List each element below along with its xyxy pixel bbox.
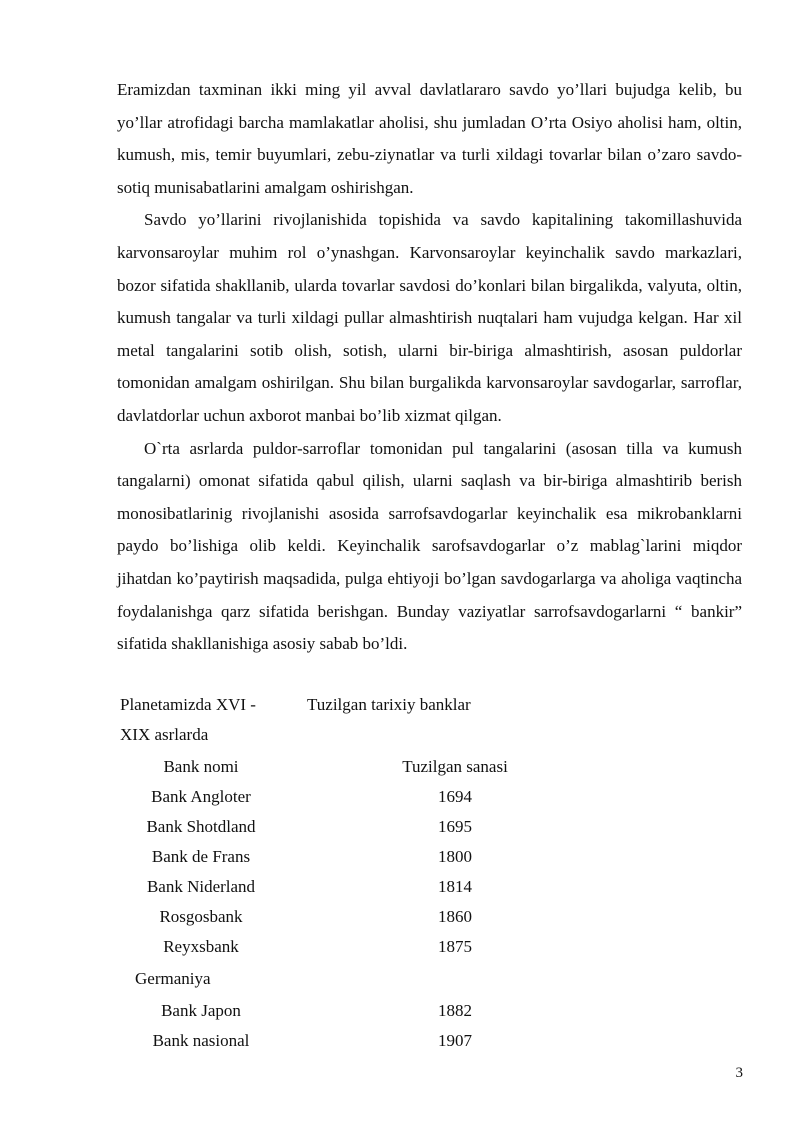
bank-name-cell: Bank Angloter — [151, 787, 251, 806]
table-caption-period: Planetamizda XVI -XIX asrlarda — [120, 695, 256, 744]
table-row — [117, 842, 585, 872]
paragraph-1: Eramizdan taxminan ikki ming yil avval davlatlararo savdo yo’llari bujudga kelib, bu yo’llar atrofidagi barcha mamlakatlar aholisi, shu jumladan O’rta Osiyo aholisi ham, oltin, kumush, mis, temir buyumlari, zebu-ziynatlar va turli xildagi tovarlar bilan o’zaro savdo-sotiq munisabatlarini amalgam oshirishgan. — [117, 80, 742, 197]
table-row — [117, 812, 585, 842]
banks-table — [117, 752, 585, 1056]
founded-date-cell: 1860 — [438, 907, 472, 926]
bank-name-cell: Reyxsbank — [163, 937, 239, 956]
founded-date-cell: 1800 — [438, 847, 472, 866]
table-caption-title: Tuzilgan tarixiy banklar — [307, 695, 471, 714]
paragraph-3: O`rta asrlarda puldor-sarroflar tomonidan pul tangalarini (asosan tilla va kumush tangalarni) omonat sifatida qabul qilish, ularni saqlash va bir-biriga almashtirib berish monosibatlarinig rivojlanishi asosida sarrofsavdogarlar keyinchalik esa mikrobanklarni paydo bo’lishiga olib keldi. Keyinchalik sarofsavdogarlar o’z mablag`larini miqdor jihatdan ko’paytirish maqsadida, pulga ehtiyoji bo’lgan savdogarlarga va aholiga vaqtincha foydalanishga qarz sifatida berishgan. Bunday vaziyatlar sarrofsavdogarlarni “ bankir” sifatida shakllanishiga asosiy sabab bo’ldi. — [117, 438, 742, 654]
header-founded-date: Tuzilgan sanasi — [402, 757, 508, 776]
table-row — [117, 872, 585, 902]
table-row — [117, 932, 585, 962]
paragraph-2: Savdo yo’llarini rivojlanishida topishida va savdo kapitalining takomillashuvida karvonsaroylar muhim rol o’ynashgan. Karvonsaroylar keyinchalik savdo markazlari, bozor sifatida shakllanib, ularda tovarlar savdosi do’konlari bilan birgalikda, valyuta, oltin, kumush tangalar va turli xildagi pullar almashtirish nuqtalari ham vujudga kelgan. Har xil metal tangalarini sotib olish, sotish, ularni bir-biriga almashtirish, asosan puldorlar tomonidan amalgam oshirilgan. Shu bilan burgalikda karvonsaroylar savdogarlar, sarroflar, davlatdorlar uchun axborot manbai bo’lib xizmat qilgan. — [117, 210, 742, 425]
table-header-row — [117, 752, 585, 782]
table-row — [117, 996, 585, 1026]
page-number: 3 — [735, 1065, 743, 1081]
founded-date-cell: 1695 — [438, 817, 472, 836]
bank-name-cell: Bank Niderland — [146, 877, 256, 896]
body-text — [117, 74, 742, 661]
table-row — [117, 902, 585, 932]
bank-name-cell: Bank nasional — [152, 1031, 250, 1050]
table-row — [117, 782, 585, 812]
founded-date-cell: 1814 — [438, 877, 472, 896]
bank-name-cell: Bank de Frans — [151, 847, 251, 866]
founded-date-cell: 1882 — [438, 1001, 472, 1020]
founded-date-cell: 1875 — [438, 937, 472, 956]
bank-name-cell: Rosgosbank — [159, 907, 243, 926]
founded-date-cell: 1907 — [438, 1031, 472, 1050]
table-row — [117, 1026, 585, 1056]
bank-name-cell: Bank Japon — [161, 1001, 241, 1020]
table-row — [117, 962, 585, 996]
bank-name-cell: Bank Shotdland — [146, 817, 256, 836]
founded-date-cell — [285, 962, 585, 996]
bank-name-cell: Germaniya — [135, 969, 211, 988]
header-bank-name: Bank nomi — [163, 757, 239, 776]
founded-date-cell: 1694 — [438, 787, 472, 806]
